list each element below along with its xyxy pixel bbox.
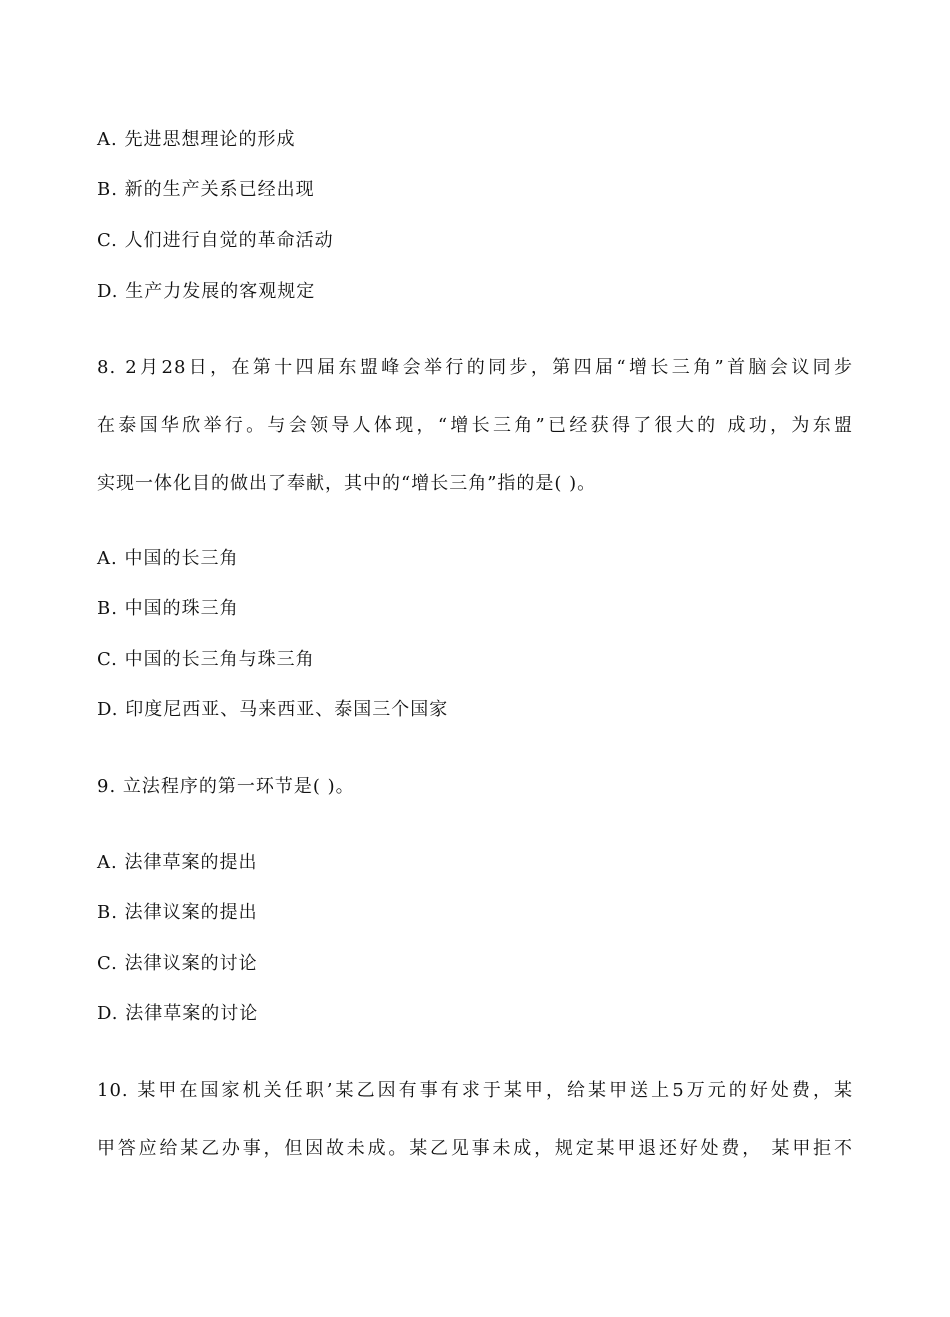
q7-option-d: D. 生产力发展的客观规定 — [97, 281, 316, 302]
q8-text-line-3: 实现一体化目的做出了奉献，其中的“增长三角”指的是( )。 — [97, 473, 597, 494]
q9-option-c: C. 法律议案的讨论 — [97, 953, 258, 974]
q8-text-line-2: 在泰国华欣举行。与会领导人体现，“增长三角”已经获得了很大的 成功，为东盟 — [97, 415, 853, 436]
q9-option-b: B. 法律议案的提出 — [97, 902, 258, 923]
q8-option-c: C. 中国的长三角与珠三角 — [97, 649, 315, 670]
q8-option-a: A. 中国的长三角 — [97, 548, 239, 569]
q7-option-c: C. 人们进行自觉的革命活动 — [97, 230, 334, 251]
q8-option-b: B. 中国的珠三角 — [97, 598, 239, 619]
q10-text-line-2: 甲答应给某乙办事，但因故未成。某乙见事未成，规定某甲退还好处费， 某甲拒不 — [97, 1138, 853, 1159]
q8-text-line-1: 8. 2月28日，在第十四届东盟峰会举行的同步，第四届“增长三角”首脑会议同步 — [97, 357, 853, 378]
q10-text-line-1: 10. 某甲在国家机关任职’某乙因有事有求于某甲，给某甲送上5万元的好处费，某 — [97, 1080, 853, 1101]
q8-option-d: D. 印度尼西亚、马来西亚、泰国三个国家 — [97, 699, 449, 720]
q9-option-a: A. 法律草案的提出 — [97, 852, 258, 873]
q9-option-d: D. 法律草案的讨论 — [97, 1003, 259, 1024]
q7-option-b: B. 新的生产关系已经出现 — [97, 179, 315, 200]
q7-option-a: A. 先进思想理论的形成 — [97, 129, 296, 150]
q9-text: 9. 立法程序的第一环节是( )。 — [97, 776, 355, 797]
